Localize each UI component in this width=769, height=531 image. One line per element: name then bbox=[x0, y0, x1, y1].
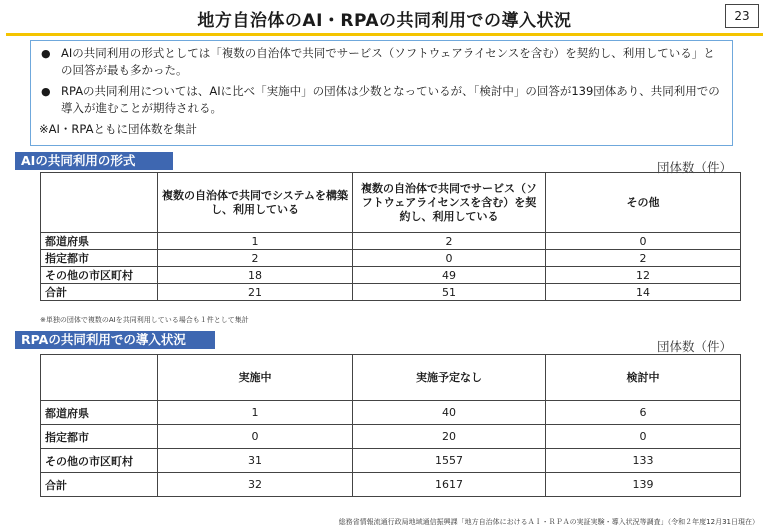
table-cell: 49 bbox=[353, 267, 546, 284]
column-header: 複数の自治体で共同でシステムを構築し、利用している bbox=[158, 173, 353, 233]
table-cell: 0 bbox=[353, 250, 546, 267]
table-row bbox=[41, 250, 741, 267]
ai-unit-label: 団体数（件） bbox=[657, 160, 733, 175]
table-row bbox=[41, 233, 741, 250]
table-cell: 31 bbox=[158, 449, 353, 473]
summary-bullet bbox=[39, 83, 724, 117]
table-cell: 0 bbox=[158, 425, 353, 449]
table-cell: 0 bbox=[546, 233, 741, 250]
row-label: 合計 bbox=[41, 284, 158, 301]
table-cell: 1 bbox=[158, 401, 353, 425]
row-label: 指定都市 bbox=[41, 250, 158, 267]
table-corner-cell bbox=[41, 355, 158, 401]
table-cell: 1557 bbox=[353, 449, 546, 473]
page-number: 23 bbox=[725, 4, 759, 28]
table-row bbox=[41, 425, 741, 449]
column-header: その他 bbox=[546, 173, 741, 233]
bullet-dot-icon: ● bbox=[41, 85, 51, 98]
table-cell: 32 bbox=[158, 473, 353, 497]
table-cell: 14 bbox=[546, 284, 741, 301]
table-cell: 2 bbox=[546, 250, 741, 267]
page-title: 地方自治体のAI・RPAの共同利用での導入状況 bbox=[197, 11, 572, 31]
summary-bullet-text: RPAの共同利用については、AIに比べ「実施中」の団体は少数となっているが、「検討中」の回答が139団体あり、共同利用での導入が進むことが期待される。 bbox=[61, 84, 720, 115]
row-label: その他の市区町村 bbox=[41, 449, 158, 473]
table-cell: 2 bbox=[158, 250, 353, 267]
table-row bbox=[41, 401, 741, 425]
title-bar bbox=[0, 0, 769, 36]
table-cell: 6 bbox=[546, 401, 741, 425]
rpa-table bbox=[40, 354, 741, 497]
summary-box bbox=[30, 40, 733, 146]
column-header: 実施中 bbox=[158, 355, 353, 401]
bullet-dot-icon: ● bbox=[41, 47, 51, 60]
table-cell: 1617 bbox=[353, 473, 546, 497]
table-cell: 133 bbox=[546, 449, 741, 473]
table-cell: 21 bbox=[158, 284, 353, 301]
ai-footnote: ※単独の団体で複数のAIを共同利用している場合も１件として集計 bbox=[40, 316, 249, 324]
table-cell: 0 bbox=[546, 425, 741, 449]
row-label: その他の市区町村 bbox=[41, 267, 158, 284]
table-row bbox=[41, 473, 741, 497]
table-cell: 12 bbox=[546, 267, 741, 284]
table-cell: 1 bbox=[158, 233, 353, 250]
table-row bbox=[41, 284, 741, 301]
summary-bullet-text: AIの共同利用の形式としては「複数の自治体で共同でサービス（ソフトウェアライセンスを含む）を契約し、利用している」との回答が最も多かった。 bbox=[61, 46, 715, 77]
table-header-row bbox=[41, 173, 741, 233]
rpa-section-heading: RPAの共同利用での導入状況 bbox=[15, 331, 215, 349]
row-label: 合計 bbox=[41, 473, 158, 497]
column-header: 実施予定なし bbox=[353, 355, 546, 401]
title-underline bbox=[6, 33, 763, 36]
table-cell: 40 bbox=[353, 401, 546, 425]
table-row bbox=[41, 449, 741, 473]
table-corner-cell bbox=[41, 173, 158, 233]
ai-section-heading: AIの共同利用の形式 bbox=[15, 152, 173, 170]
table-cell: 18 bbox=[158, 267, 353, 284]
row-label: 指定都市 bbox=[41, 425, 158, 449]
table-cell: 51 bbox=[353, 284, 546, 301]
table-cell: 20 bbox=[353, 425, 546, 449]
table-cell: 139 bbox=[546, 473, 741, 497]
table-header-row bbox=[41, 355, 741, 401]
table-cell: 2 bbox=[353, 233, 546, 250]
ai-table bbox=[40, 172, 741, 301]
summary-bullet bbox=[39, 45, 724, 79]
source-citation: 総務省情報流通行政局地域通信振興課「地方自治体におけるＡＩ・ＲＰＡの実証実験・導入状況等調査」（令和２年度12月31日現在） bbox=[338, 518, 759, 526]
column-header: 検討中 bbox=[546, 355, 741, 401]
row-label: 都道府県 bbox=[41, 233, 158, 250]
row-label: 都道府県 bbox=[41, 401, 158, 425]
summary-note: ※AI・RPAともに団体数を集計 bbox=[39, 122, 197, 136]
rpa-unit-label: 団体数（件） bbox=[657, 339, 733, 354]
column-header: 複数の自治体で共同でサービス（ソフトウェアライセンスを含む）を契約し、利用している bbox=[353, 173, 546, 233]
table-row bbox=[41, 267, 741, 284]
